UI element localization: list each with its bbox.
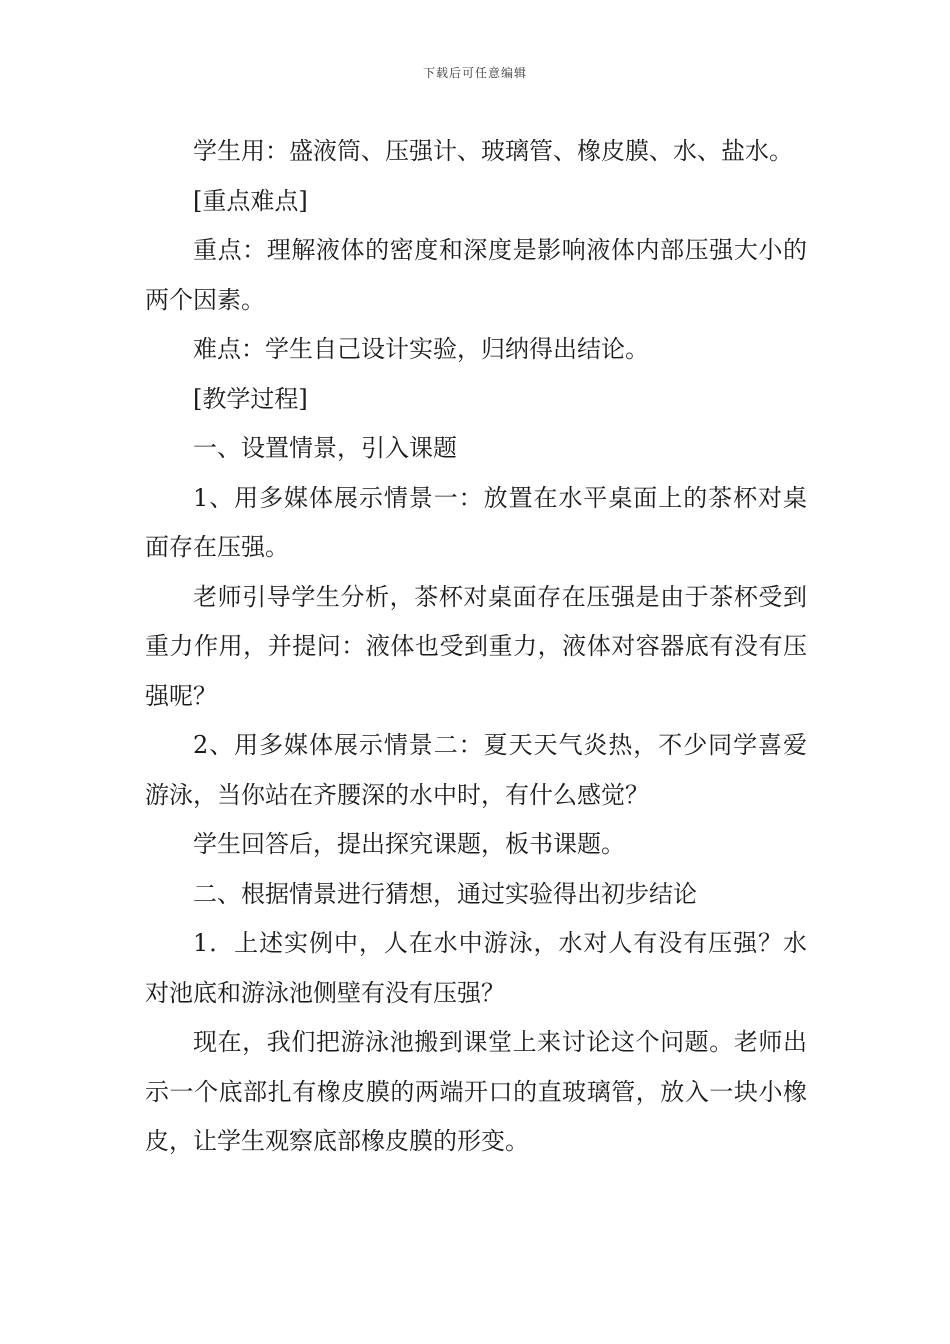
paragraph-student-materials: 学生用：盛液筒、压强计、玻璃管、橡皮膜、水、盐水。 <box>193 137 793 165</box>
paragraph-key-point: 重点：理解液体的密度和深度是影响液体内部压强大小的两个因素。 <box>145 236 807 314</box>
page-header: 下载后可任意编辑 <box>422 66 527 80</box>
document-body <box>145 127 807 1167</box>
paragraph-step-one-heading: 一、设置情景，引入课题 <box>193 434 457 462</box>
section-heading-teaching-process: [教学过程] <box>193 384 308 413</box>
paragraph-demonstration: 现在，我们把游泳池搬到课堂上来讨论这个问题。老师出示一个底部扎有橡皮膜的两端开口的直玻璃管，放入一块小橡皮，让学生观察底部橡皮膜的形变。 <box>145 1028 807 1155</box>
paragraph-teacher-guidance: 老师引导学生分析，茶杯对桌面存在压强是由于茶杯受到重力作用，并提问：液体也受到重力，液体对容器底有没有压强呢？ <box>145 582 807 710</box>
paragraph-student-answer: 学生回答后，提出探究课题，板书课题。 <box>193 830 625 858</box>
paragraph-difficulty: 难点：学生自己设计实验，归纳得出结论。 <box>193 335 649 363</box>
paragraph-scenario-two: 2、用多媒体展示情景二：夏天天气炎热，不少同学喜爱游泳，当你站在齐腰深的水中时，有什么感觉？ <box>145 731 807 809</box>
paragraph-scenario-one: 1、用多媒体展示情景一：放置在水平桌面上的茶杯对桌面存在压强。 <box>145 483 807 561</box>
paragraph-step-two-heading: 二、根据情景进行猜想，通过实验得出初步结论 <box>193 879 697 908</box>
section-heading-key-points: [重点难点] <box>193 186 308 215</box>
paragraph-question: 1．上述实例中，人在水中游泳，水对人有没有压强？水对池底和游泳池侧壁有没有压强？ <box>145 929 807 1007</box>
